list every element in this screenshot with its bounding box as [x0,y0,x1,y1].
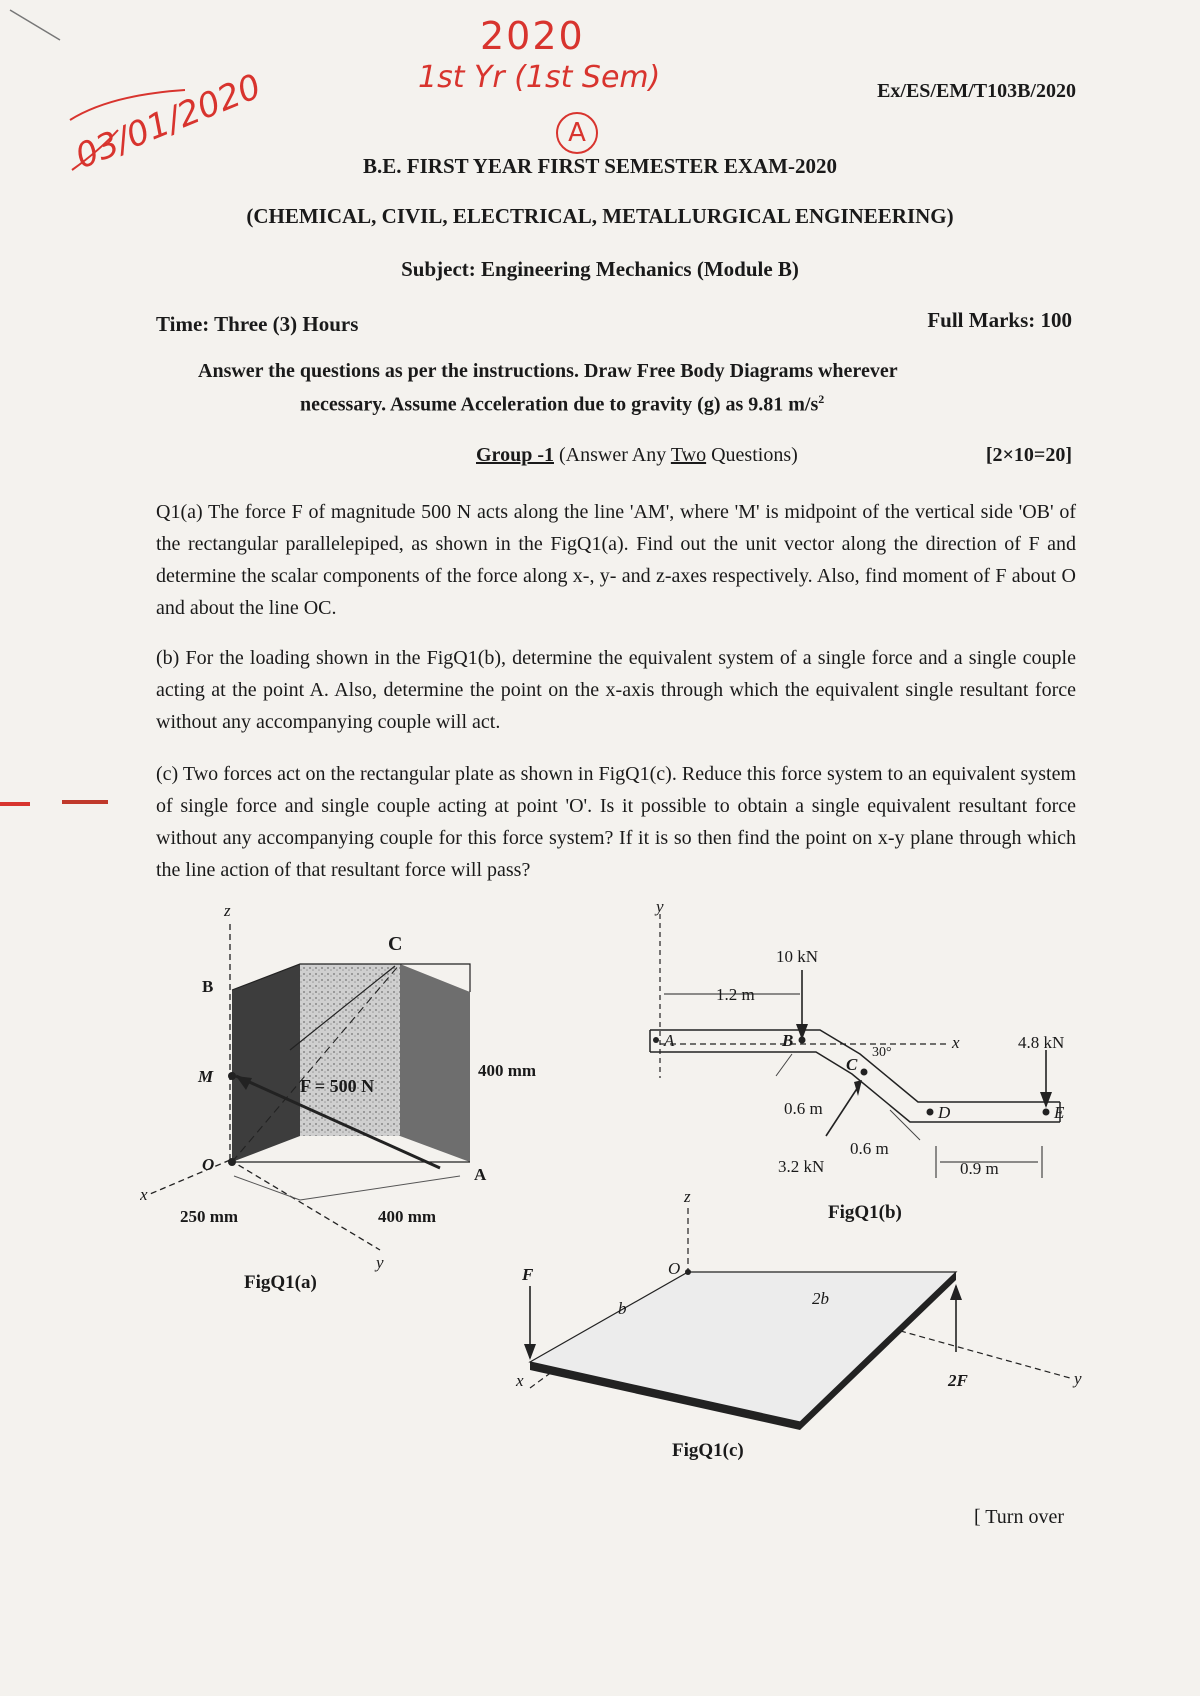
fig-b-point-a [653,1037,659,1043]
group-name: Group -1 [476,444,554,466]
group-rule-word: Two [670,444,707,466]
fig-b-x-label: x [952,1033,960,1052]
fig-b-label-b: B [782,1031,794,1050]
fig-a-width-dim [234,1176,300,1200]
figure-q1c [500,1190,1100,1490]
handwritten-year-semester: 1st Yr (1st Sem) [418,60,661,95]
fig-c-label-2f: 2F [948,1371,968,1390]
instructions-line-1: Answer the questions as per the instructions. Draw Free Body Diagrams wherever [198,360,898,382]
margin-ink-mark-2 [62,800,108,804]
fig-a-label-c: C [388,933,403,955]
handwritten-date-stamp: 03/01/2020 [70,66,267,178]
fig-c-label-2b: 2b [812,1289,829,1308]
group-heading [476,444,798,467]
fig-a-height-label: 400 mm [478,1061,537,1080]
fig-c-label-f: F [522,1265,534,1284]
fig-c-x-label: x [516,1371,524,1390]
fig-b-load-3-2kn [826,1084,860,1136]
fig-b-dim-0-6m-a [776,1054,792,1076]
fig-b-caption: FigQ1(b) [828,1202,902,1223]
fig-a-caption: FigQ1(a) [244,1272,317,1293]
fig-b-dim-0-6m-b-label: 0.6 m [850,1139,889,1158]
fig-c-force-2f-head [950,1284,962,1300]
fig-a-label-b: B [202,977,214,996]
fig-c-y-label: y [1074,1369,1082,1388]
question-1a: Q1(a) The force F of magnitude 500 N acts along the line 'AM', where 'M' is midpoint of the vertical side 'OB' of the rectangular parallelepiped, as shown in the FigQ1(a). Find out the unit vector along the direction of F and determine the scalar components of the force along x-, y- and z-axes respectively. Also, find moment of F about O and about the line OC. [156,501,1076,619]
group-rule-pre: (Answer Any [553,444,671,466]
fig-b-label-c: C [846,1055,858,1074]
fig-b-dim-0-6m-a-label: 0.6 m [784,1099,823,1118]
question-1c: (c) Two forces act on the rectangular plate as shown in FigQ1(c). Reduce this force system to an equivalent system of single force and single couple acting at point 'O'. Is it possible to obtain a single equivalent resultant force without any accompanying couple for this force system? If it is so then find the point on x-y plane through which the line action of that resultant force will pass? [156,763,1076,881]
fig-b-label-e: E [1054,1103,1065,1122]
exam-title: B.E. FIRST YEAR FIRST SEMESTER EXAM-2020 [363,154,837,178]
fig-a-label-a: A [474,1165,487,1184]
fig-a-x-label: x [140,1185,148,1204]
time-allowed: Time: Three (3) Hours [156,312,359,336]
fig-b-load-4-8kn-label: 4.8 kN [1018,1033,1065,1052]
fig-a-x-axis [150,1160,230,1194]
fig-b-dim-1-2m-label: 1.2 m [716,985,755,1004]
fig-a-right-face [400,964,470,1162]
branches: (CHEMICAL, CIVIL, ELECTRICAL, METALLURGICAL ENGINEERING) [246,204,954,228]
full-marks: Full Marks: 100 [927,308,1072,332]
handwritten-year: 2020 [480,14,585,58]
fig-a-left-face [232,964,300,1162]
instructions-text: necessary. Assume Acceleration due to gravity (g) as 9.81 m/s [300,393,819,416]
margin-ink-mark [0,802,30,806]
fig-a-point-o [228,1158,236,1166]
fig-b-load-3-2kn-head [854,1080,862,1096]
fig-b-point-c [861,1069,868,1076]
fig-b-dim-0-6m-b [890,1110,920,1140]
instructions-line-2 [300,392,824,417]
fig-a-y-axis [230,1160,380,1250]
fig-c-caption: FigQ1(c) [672,1440,744,1461]
fig-a-point-m [228,1072,236,1080]
handwritten-set-letter: A [556,112,598,154]
fig-a-label-m: M [198,1067,214,1086]
group-marks: [2×10=20] [985,444,1072,466]
fig-b-point-b [799,1037,806,1044]
fig-b-y-label: y [656,900,664,916]
fig-a-depth-dim [300,1176,460,1200]
fig-a-depth-label: 400 mm [378,1207,437,1226]
fig-c-force-f-head [524,1344,536,1360]
figure-q1a [140,900,560,1310]
fig-b-load-10kn-label: 10 kN [776,947,819,966]
fig-c-plate-top [530,1272,956,1422]
fig-a-z-label: z [224,901,231,920]
instructions-exponent: 2 [818,392,825,406]
fig-c-point-o [685,1269,691,1275]
fig-b-point-e [1043,1109,1050,1116]
question-1b: (b) For the loading shown in the FigQ1(b), determine the equivalent system of a single force and a single couple acting at the point A. Also, determine the point on the x-axis through which the equivalent single resultant force without any accompanying couple will act. [156,647,1076,733]
fig-a-width-label: 250 mm [180,1207,239,1226]
fig-b-angle-label: 30° [872,1045,892,1060]
subject: Subject: Engineering Mechanics (Module B) [401,257,799,281]
fig-c-label-o: O [668,1259,681,1278]
fig-c-label-b: b [618,1299,627,1318]
fig-a-force-label: F = 500 N [300,1076,375,1096]
paper-code: Ex/ES/EM/T103B/2020 [877,80,1076,102]
fig-b-label-a: A [664,1031,675,1050]
fig-a-label-o: O [202,1155,215,1174]
fig-b-load-4-8kn-head [1040,1092,1052,1108]
group-rule-post: Questions) [706,444,798,466]
fig-b-load-3-2kn-label: 3.2 kN [778,1157,825,1176]
fig-c-z-label: z [684,1190,691,1206]
fig-b-dim-0-9m-label: 0.9 m [960,1159,999,1178]
figure-q1b [620,900,1090,1230]
fig-b-point-d [927,1109,934,1116]
turn-over-note: [ Turn over [973,1506,1064,1528]
fig-b-label-d: D [938,1103,951,1122]
fig-a-y-label: y [376,1253,384,1272]
